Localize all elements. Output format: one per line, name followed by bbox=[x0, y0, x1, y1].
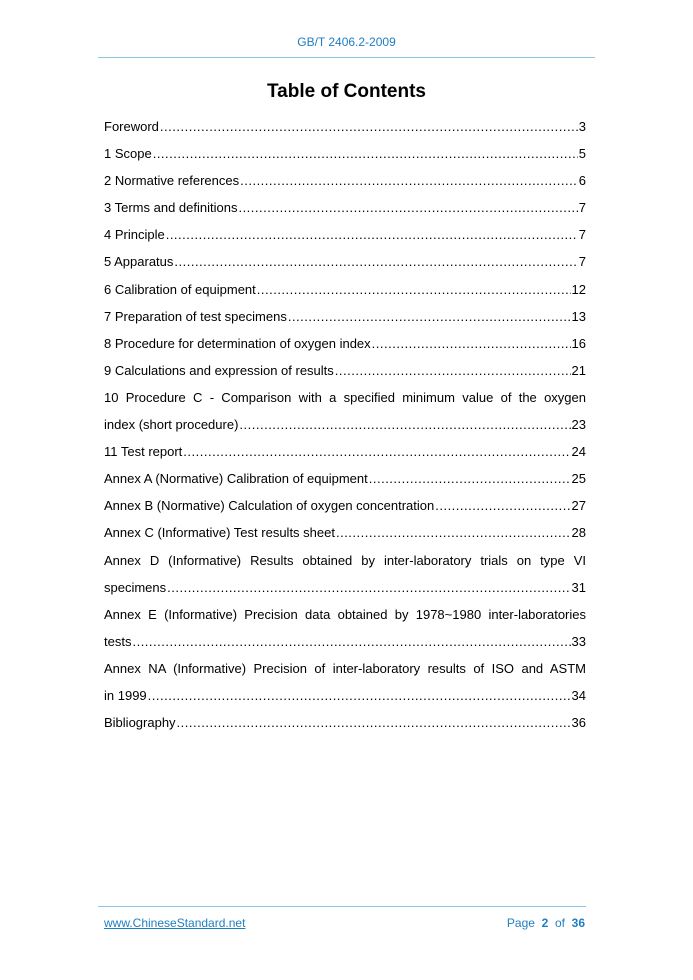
toc-entry[interactable] bbox=[104, 113, 586, 140]
dot-leader bbox=[174, 248, 577, 275]
toc-entry-label: 9 Calculations and expression of results bbox=[104, 362, 334, 378]
toc-entry[interactable] bbox=[104, 519, 586, 546]
toc-entry-page-number: 7 bbox=[578, 200, 586, 216]
page-title: Table of Contents bbox=[266, 81, 427, 102]
toc-entry-line[interactable]: Annex NA (Informative) Precision of inter-laboratory results of ISO and ASTM bbox=[104, 660, 586, 676]
toc-entry-label: specimens bbox=[104, 579, 167, 595]
toc-entry-label: 1 Scope bbox=[104, 146, 152, 162]
toc-entry-line[interactable]: Annex E (Informative) Precision data obtained by 1978~1980 inter-laboratories bbox=[104, 606, 586, 622]
dot-leader bbox=[372, 330, 571, 357]
dot-leader bbox=[183, 438, 570, 465]
toc-entry-label: index (short procedure) bbox=[104, 417, 239, 433]
toc-entry-label: Foreword bbox=[104, 119, 159, 134]
toc-entry-label: in 1999 bbox=[104, 687, 147, 703]
footer-divider bbox=[98, 906, 586, 907]
running-header: GB/T 2406.2-2009 bbox=[297, 35, 396, 49]
toc-entry[interactable] bbox=[104, 248, 586, 275]
page-prefix: Page bbox=[506, 916, 535, 930]
dot-leader bbox=[160, 113, 578, 140]
toc-entry-label: 7 Preparation of test specimens bbox=[104, 308, 287, 324]
toc-entry-page-number: 25 bbox=[571, 471, 586, 487]
dot-leader bbox=[238, 194, 577, 221]
toc-entry-page-number: 13 bbox=[571, 308, 586, 324]
toc-entry-page-number: 16 bbox=[571, 335, 586, 351]
toc-entry-page-number: 28 bbox=[571, 525, 586, 541]
toc-entry[interactable] bbox=[104, 682, 586, 709]
dot-leader bbox=[435, 492, 570, 519]
toc-entry-line[interactable]: 10 Procedure C - Comparison with a specified minimum value of the oxygen bbox=[104, 389, 586, 405]
dot-leader bbox=[153, 140, 578, 167]
toc-entry-page-number: 31 bbox=[571, 579, 586, 595]
dot-leader bbox=[240, 167, 578, 194]
toc-entry[interactable] bbox=[104, 194, 586, 221]
toc-entry-page-number: 12 bbox=[571, 281, 586, 297]
toc-entry[interactable] bbox=[104, 465, 586, 492]
toc-entry-page-number: 33 bbox=[571, 633, 586, 649]
toc-entry[interactable] bbox=[104, 492, 586, 519]
toc-entry-page-number: 7 bbox=[578, 227, 586, 243]
dot-leader bbox=[177, 709, 571, 736]
toc-entry-label: 8 Procedure for determination of oxygen index bbox=[104, 335, 371, 351]
total-pages: 36 bbox=[571, 916, 585, 930]
toc-entry-page-number: 36 bbox=[571, 715, 586, 731]
toc-entry-label: 3 Terms and definitions bbox=[104, 200, 238, 216]
dot-leader bbox=[167, 574, 570, 601]
toc-entry-label: Annex A (Normative) Calibration of equipment bbox=[104, 471, 368, 487]
dot-leader bbox=[335, 357, 571, 384]
toc-entry[interactable] bbox=[104, 303, 586, 330]
dot-leader bbox=[166, 221, 578, 248]
toc-entry[interactable] bbox=[104, 140, 586, 167]
toc-entry[interactable] bbox=[104, 574, 586, 601]
current-page-number: 2 bbox=[541, 916, 549, 930]
dot-leader bbox=[369, 465, 571, 492]
toc-entry-label: 5 Apparatus bbox=[104, 254, 174, 270]
toc-entry-label: Annex B (Normative) Calculation of oxygen concentration bbox=[104, 498, 435, 514]
toc-entry[interactable] bbox=[104, 438, 586, 465]
toc-entry-label: Bibliography bbox=[104, 715, 176, 731]
toc-entry-label: 11 Test report bbox=[104, 444, 183, 460]
page-indicator bbox=[507, 916, 585, 930]
toc-entry-page-number: 27 bbox=[571, 498, 586, 514]
toc-entry-page-number: 7 bbox=[578, 254, 586, 270]
toc-entry[interactable] bbox=[104, 167, 586, 194]
toc-entry-page-number: 5 bbox=[578, 146, 586, 162]
toc-entry[interactable] bbox=[104, 709, 586, 736]
toc-entry[interactable] bbox=[104, 276, 586, 303]
toc-entry-page-number: 23 bbox=[571, 417, 586, 433]
page-of: of bbox=[554, 916, 565, 930]
toc-entry-label: 4 Principle bbox=[104, 227, 165, 243]
toc-entry-label: Annex C (Informative) Test results sheet bbox=[104, 525, 335, 541]
dot-leader bbox=[239, 411, 570, 438]
toc-entry-page-number: 3 bbox=[578, 119, 586, 134]
dot-leader bbox=[148, 682, 571, 709]
dot-leader bbox=[288, 303, 571, 330]
toc-entry-page-number: 34 bbox=[571, 687, 586, 703]
toc-entry-label: 2 Normative references bbox=[104, 173, 240, 189]
dot-leader bbox=[132, 628, 570, 655]
website-link[interactable]: www.ChineseStandard.net bbox=[104, 916, 246, 930]
header-divider bbox=[98, 57, 595, 58]
toc-entry[interactable] bbox=[104, 330, 586, 357]
dot-leader bbox=[257, 276, 571, 303]
toc-entry-page-number: 6 bbox=[578, 173, 586, 189]
toc-entry-line[interactable]: Annex D (Informative) Results obtained by inter-laboratory trials on type VI bbox=[104, 552, 586, 568]
toc-entry-page-number: 21 bbox=[571, 362, 586, 378]
table-of-contents bbox=[104, 113, 586, 736]
toc-entry[interactable] bbox=[104, 411, 586, 438]
toc-entry[interactable] bbox=[104, 221, 586, 248]
toc-entry-label: tests bbox=[104, 633, 132, 649]
toc-entry[interactable] bbox=[104, 357, 586, 384]
dot-leader bbox=[336, 519, 571, 546]
toc-entry-label: 6 Calibration of equipment bbox=[104, 281, 256, 297]
toc-entry[interactable] bbox=[104, 628, 586, 655]
toc-entry-page-number: 24 bbox=[571, 444, 586, 460]
